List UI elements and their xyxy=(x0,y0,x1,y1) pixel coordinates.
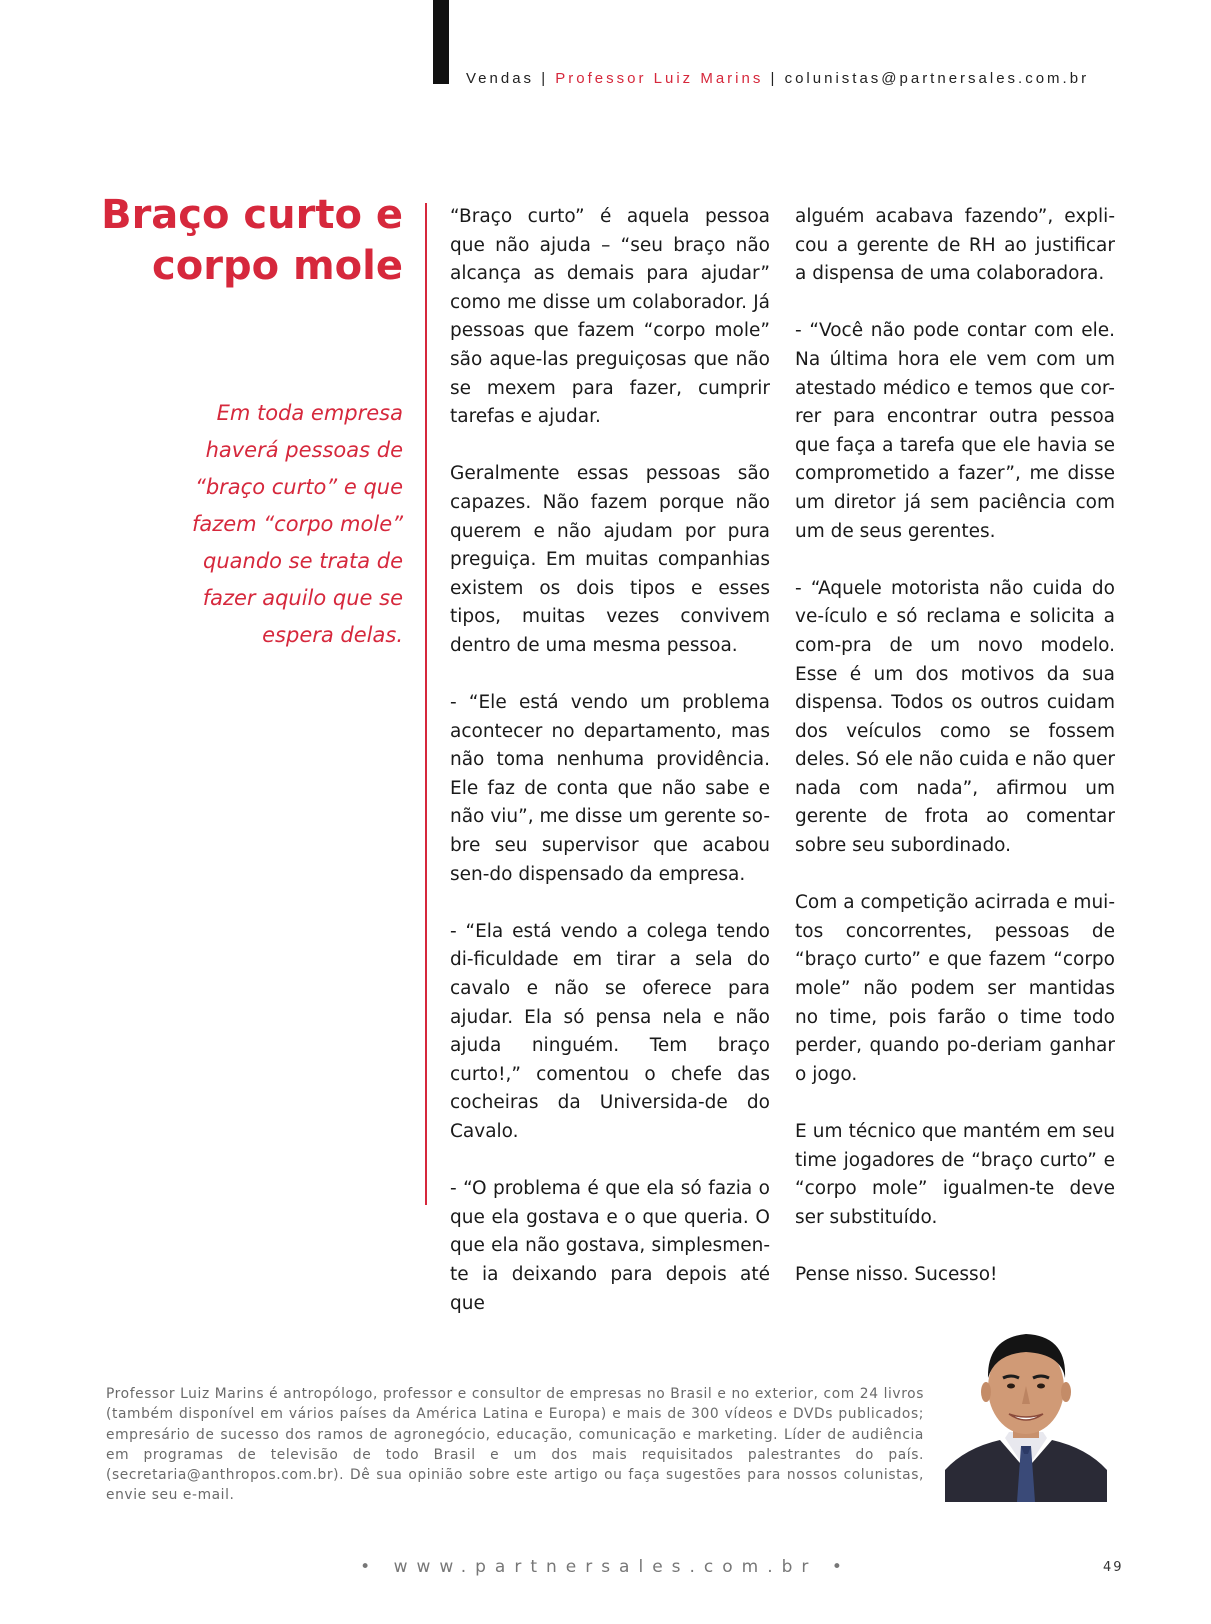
pull-quote: Em toda empresa haverá pessoas de “braço curto” e que fazem “corpo mole” quando se trata de fazer aquilo que se espera delas. xyxy=(191,401,403,647)
page-number: 49 xyxy=(1103,1560,1124,1575)
footer-url: www.partnersales.com.br xyxy=(393,1557,818,1577)
header-separator: | xyxy=(763,70,785,87)
paragraph: Geralmente essas pessoas são capazes. Não fazem porque não querem e não ajudam por pura preguiça. Em muitas companhias existem os dois tipos e esses tipos, muitas vezes convivem dentro de uma mesma pessoa. xyxy=(450,463,770,656)
paragraph: “Braço curto” é aquela pessoa que não ajuda – “seu braço não alcança as demais para ajudar” como me disse um colaborador. Já pessoas que fazem “corpo mole” são aque-las preguiçosas que não se mexem para fazer, cumprir tarefas e ajudar. xyxy=(450,206,770,428)
paragraph: Com a competição acirrada e mui-tos concorrentes, pessoas de “braço curto” e que fazem “corpo mole” não podem ser mantidas no time, pois farão o time todo perder, quando po-deriam ganhar o jogo. xyxy=(795,892,1115,1085)
header-line xyxy=(466,70,1089,87)
header-email: colunistas@partnersales.com.br xyxy=(784,70,1090,87)
paragraph: - “O problema é que ela só fazia o que ela gostava e o que queria. O que ela não gostava, simplesmen-te ia deixando para depois até que xyxy=(450,1178,770,1314)
paragraph: - “Aquele motorista não cuida do ve-ículo e só reclama e solicita a com-pra de um novo modelo. Esse é um dos motivos da sua dispensa. Todos os outros cuidam dos veículos como se fossem deles. Só ele não cuida e não quer nada com nada”, afirmou um gerente de frota ao comentar sobre seu subordinado. xyxy=(795,577,1116,857)
bullet-icon: • xyxy=(360,1557,380,1577)
author-bio: Professor Luiz Marins é antropólogo, professor e consultor de empresas no Brasil e no exterior, com 24 livros (também disponível em vários países da América Latina e Europa) e mais de 300 vídeos e DVDs publicados; empresário de sucesso dos ramos de agronegócio, educação, comunicação e marketing. Líder de audiência em programas de televisão de todo Brasil e um dos mais requisitados palestrantes do país. (secretaria@anthropos.com.br). Dê sua opinião sobre este artigo ou faça sugestões para nossos colunistas, envie seu e-mail. xyxy=(106,1386,924,1504)
paragraph: alguém acabava fazendo”, expli-cou a gerente de RH ao justificar a dispensa de uma colaboradora. xyxy=(795,206,1115,285)
footer-website xyxy=(0,1557,1211,1577)
paragraph: - “Você não pode contar com ele. Na última hora ele vem com um atestado médico e temos que cor-rer para encontrar outra pessoa que faça a tarefa que ele havia se comprometido a fazer”, me disse um diretor já sem paciência com um de seus gerentes. xyxy=(795,320,1115,542)
article-column-2 xyxy=(795,203,1115,1290)
header-section: Vendas xyxy=(466,70,535,87)
article-column-1 xyxy=(450,203,770,1318)
paragraph: Pense nisso. Sucesso! xyxy=(795,1263,998,1285)
author-portrait-icon xyxy=(945,1320,1107,1502)
bullet-icon: • xyxy=(831,1557,851,1577)
paragraph: - “Ela está vendo a colega tendo di-ficuldade em tirar a sela do cavalo e não se oferece para ajudar. Ela só pensa nela e não ajuda ninguém. Tem braço curto!,” comentou o chefe das cocheiras da Universida-de do Cavalo. xyxy=(450,920,770,1142)
article-title: Braço curto e corpo mole xyxy=(101,192,403,289)
header-separator: | xyxy=(534,70,556,87)
paragraph: E um técnico que mantém em seu time jogadores de “braço curto” e “corpo mole” igualmen-te deve ser substituído. xyxy=(795,1121,1115,1228)
paragraph: - “Ele está vendo um problema acontecer no departamento, mas não toma nenhuma providência. Ele faz de conta que não sabe e não viu”, me disse um gerente so-bre seu supervisor que acabou sen-do dispensado da empresa. xyxy=(450,692,770,885)
author-portrait xyxy=(945,1320,1107,1502)
header-accent-bar xyxy=(433,0,449,84)
header-author: Professor Luiz Marins xyxy=(555,70,764,87)
column-divider xyxy=(425,203,427,1205)
